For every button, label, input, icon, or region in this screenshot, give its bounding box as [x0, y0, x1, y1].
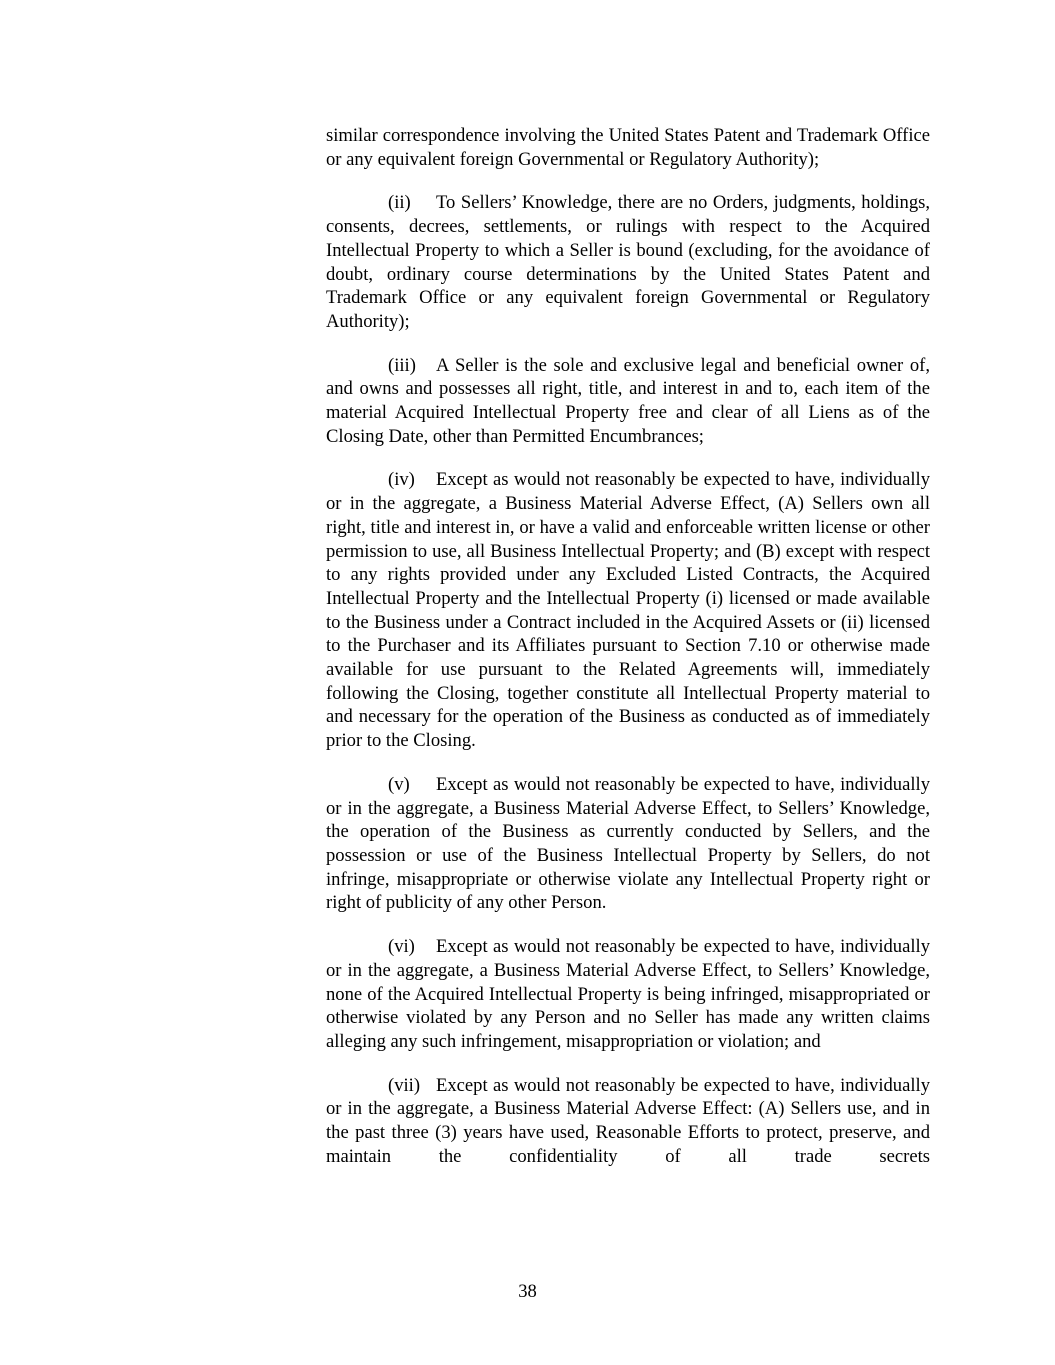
page-number: 38 [518, 1281, 537, 1302]
paragraph-text: Except as would not reasonably be expected to have, individually or in the aggregate, a Business Material Adverse Effect, (A) Sellers own all right, title and interest in, or have a valid and enforceable written license or other permission to use, all Business Intellectual Property; and (B) except with respect to any rights provided under any Excluded Listed Contracts, the Acquired Intellectual Property and the Intellectual Property (i) licensed or made available to the Business under a Contract included in the Acquired Assets or (ii) licensed to the Purchaser and its Affiliates pursuant to Section 7.10 or otherwise made available for use pursuant to the Related Agreements will, immediately following the Closing, together constitute all Intellectual Property material to and necessary for the operation of the Business as conducted as of immediately prior to the Closing. [326, 469, 930, 752]
paragraph-vii [326, 1074, 930, 1169]
paragraph-text: Except as would not reasonably be expected to have, individually or in the aggregate, a Business Material Adverse Effect, to Sellers’ Knowledge, none of the Acquired Intellectual Property is being infringed, misappropriated or otherwise violated by any Person and no Seller has made any written claims alleging any such infringement, misappropriation or violation; and [326, 936, 930, 1052]
paragraph-marker: (vi) [388, 936, 415, 958]
paragraph-marker: (v) [388, 773, 410, 795]
paragraph-text: To Sellers’ Knowledge, there are no Orders, judgments, holdings, consents, decrees, settlements, or rulings with respect to the Acquired Intellectual Property to which a Seller is bound (excluding, for the avoidance of doubt, ordinary course determinations by the United States Patent and Trademark Office or any equivalent foreign Governmental or Regulatory Authority); [326, 192, 930, 332]
paragraph-text: Except as would not reasonably be expected to have, individually or in the aggregate, a Business Material Adverse Effect: (A) Sellers use, and in the past three (3) years have used, Reasonable Efforts to protect, preserve, and maintain the confidentiality of all trade secrets [326, 1074, 930, 1167]
paragraph-vi [326, 935, 930, 1054]
paragraph-ii [326, 191, 930, 333]
paragraph-text: A Seller is the sole and exclusive legal and beneficial owner of, and owns and possesses all right, title, and interest in and to, each item of the material Acquired Intellectual Property free and clear of all Liens as of the Closing Date, other than Permitted Encumbrances; [326, 354, 930, 447]
paragraph-v [326, 773, 930, 915]
paragraph-text: Except as would not reasonably be expected to have, individually or in the aggregate, a Business Material Adverse Effect, to Sellers’ Knowledge, the operation of the Business as currently conducted by Sellers, and the possession or use of the Business Intellectual Property by Sellers, do not infringe, misappropriate or otherwise violate any Intellectual Property right or right of publicity of any other Person. [326, 773, 930, 914]
paragraph-marker: (iv) [388, 469, 415, 491]
document-body [326, 124, 930, 1188]
paragraph-marker: (ii) [388, 192, 411, 214]
paragraph-iv [326, 468, 930, 752]
paragraph-text: similar correspondence involving the United States Patent and Trademark Office or any equivalent foreign Governmental or Regulatory Authority); [326, 125, 930, 170]
paragraph-marker: (vii) [388, 1074, 421, 1096]
paragraph-iii [326, 354, 930, 449]
paragraph-continued [326, 124, 930, 171]
paragraph-marker: (iii) [388, 354, 416, 376]
